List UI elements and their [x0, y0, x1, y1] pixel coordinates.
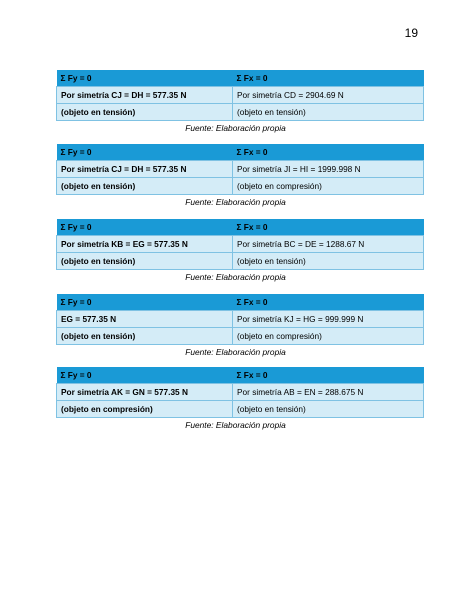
equilibrium-table	[56, 144, 424, 195]
table-row	[57, 384, 424, 401]
table-row	[57, 161, 424, 178]
table-header-row	[57, 219, 424, 236]
table-cell: Por simetría BC = DE = 1288.67 N	[233, 236, 424, 253]
header-cell-fx: Σ Fx = 0	[233, 294, 424, 311]
header-cell-fy: Σ Fy = 0	[57, 367, 233, 384]
table-cell: Por simetría KJ = HG = 999.999 N	[233, 311, 424, 328]
equilibrium-table	[56, 367, 424, 418]
table-cell: Por simetría CJ = DH = 577.35 N	[57, 161, 233, 178]
table-header-row	[57, 70, 424, 87]
table-row	[57, 87, 424, 104]
header-cell-fy: Σ Fy = 0	[57, 144, 233, 161]
table-cell: (objeto en compresión)	[233, 328, 424, 345]
equilibrium-table	[56, 70, 424, 121]
table-cell: (objeto en tensión)	[57, 104, 233, 121]
table-cell: (objeto en tensión)	[57, 253, 233, 270]
table-cell: Por simetría CD = 2904.69 N	[233, 87, 424, 104]
equilibrium-table	[56, 219, 424, 270]
table-cell: (objeto en tensión)	[233, 104, 424, 121]
equilibrium-table-block-2	[56, 144, 415, 208]
table-cell: (objeto en tensión)	[233, 253, 424, 270]
table-cell: (objeto en tensión)	[57, 328, 233, 345]
table-cell: Por simetría KB = EG = 577.35 N	[57, 236, 233, 253]
equilibrium-table-block-1	[56, 70, 415, 134]
equilibrium-table-block-3	[56, 219, 415, 283]
table-cell: (objeto en compresión)	[233, 178, 424, 195]
equilibrium-table-block-4	[56, 294, 415, 358]
table-row	[57, 328, 424, 345]
table-cell: EG = 577.35 N	[57, 311, 233, 328]
header-cell-fx: Σ Fx = 0	[233, 144, 424, 161]
table-source-caption: Fuente: Elaboración propia	[185, 123, 286, 133]
table-header-row	[57, 294, 424, 311]
table-cell: (objeto en tensión)	[233, 401, 424, 418]
header-cell-fy: Σ Fy = 0	[57, 294, 233, 311]
table-cell: Por simetría JI = HI = 1999.998 N	[233, 161, 424, 178]
table-row	[57, 401, 424, 418]
equilibrium-table-block-5	[56, 367, 415, 431]
table-row	[57, 236, 424, 253]
table-source-caption: Fuente: Elaboración propia	[185, 272, 286, 282]
table-row	[57, 178, 424, 195]
equilibrium-table	[56, 294, 424, 345]
table-cell: Por simetría AB = EN = 288.675 N	[233, 384, 424, 401]
header-cell-fy: Σ Fy = 0	[57, 219, 233, 236]
table-header-row	[57, 144, 424, 161]
header-cell-fx: Σ Fx = 0	[233, 70, 424, 87]
table-cell: Por simetría CJ = DH = 577.35 N	[57, 87, 233, 104]
header-cell-fx: Σ Fx = 0	[233, 367, 424, 384]
page-number: 19	[404, 26, 418, 40]
header-cell-fy: Σ Fy = 0	[57, 70, 233, 87]
table-cell: Por simetría AK = GN = 577.35 N	[57, 384, 233, 401]
table-cell: (objeto en compresión)	[57, 401, 233, 418]
table-row	[57, 311, 424, 328]
table-source-caption: Fuente: Elaboración propia	[185, 420, 286, 430]
header-cell-fx: Σ Fx = 0	[233, 219, 424, 236]
table-cell: (objeto en tensión)	[57, 178, 233, 195]
table-row	[57, 253, 424, 270]
table-header-row	[57, 367, 424, 384]
table-source-caption: Fuente: Elaboración propia	[185, 197, 286, 207]
table-source-caption: Fuente: Elaboración propia	[185, 347, 286, 357]
table-row	[57, 104, 424, 121]
